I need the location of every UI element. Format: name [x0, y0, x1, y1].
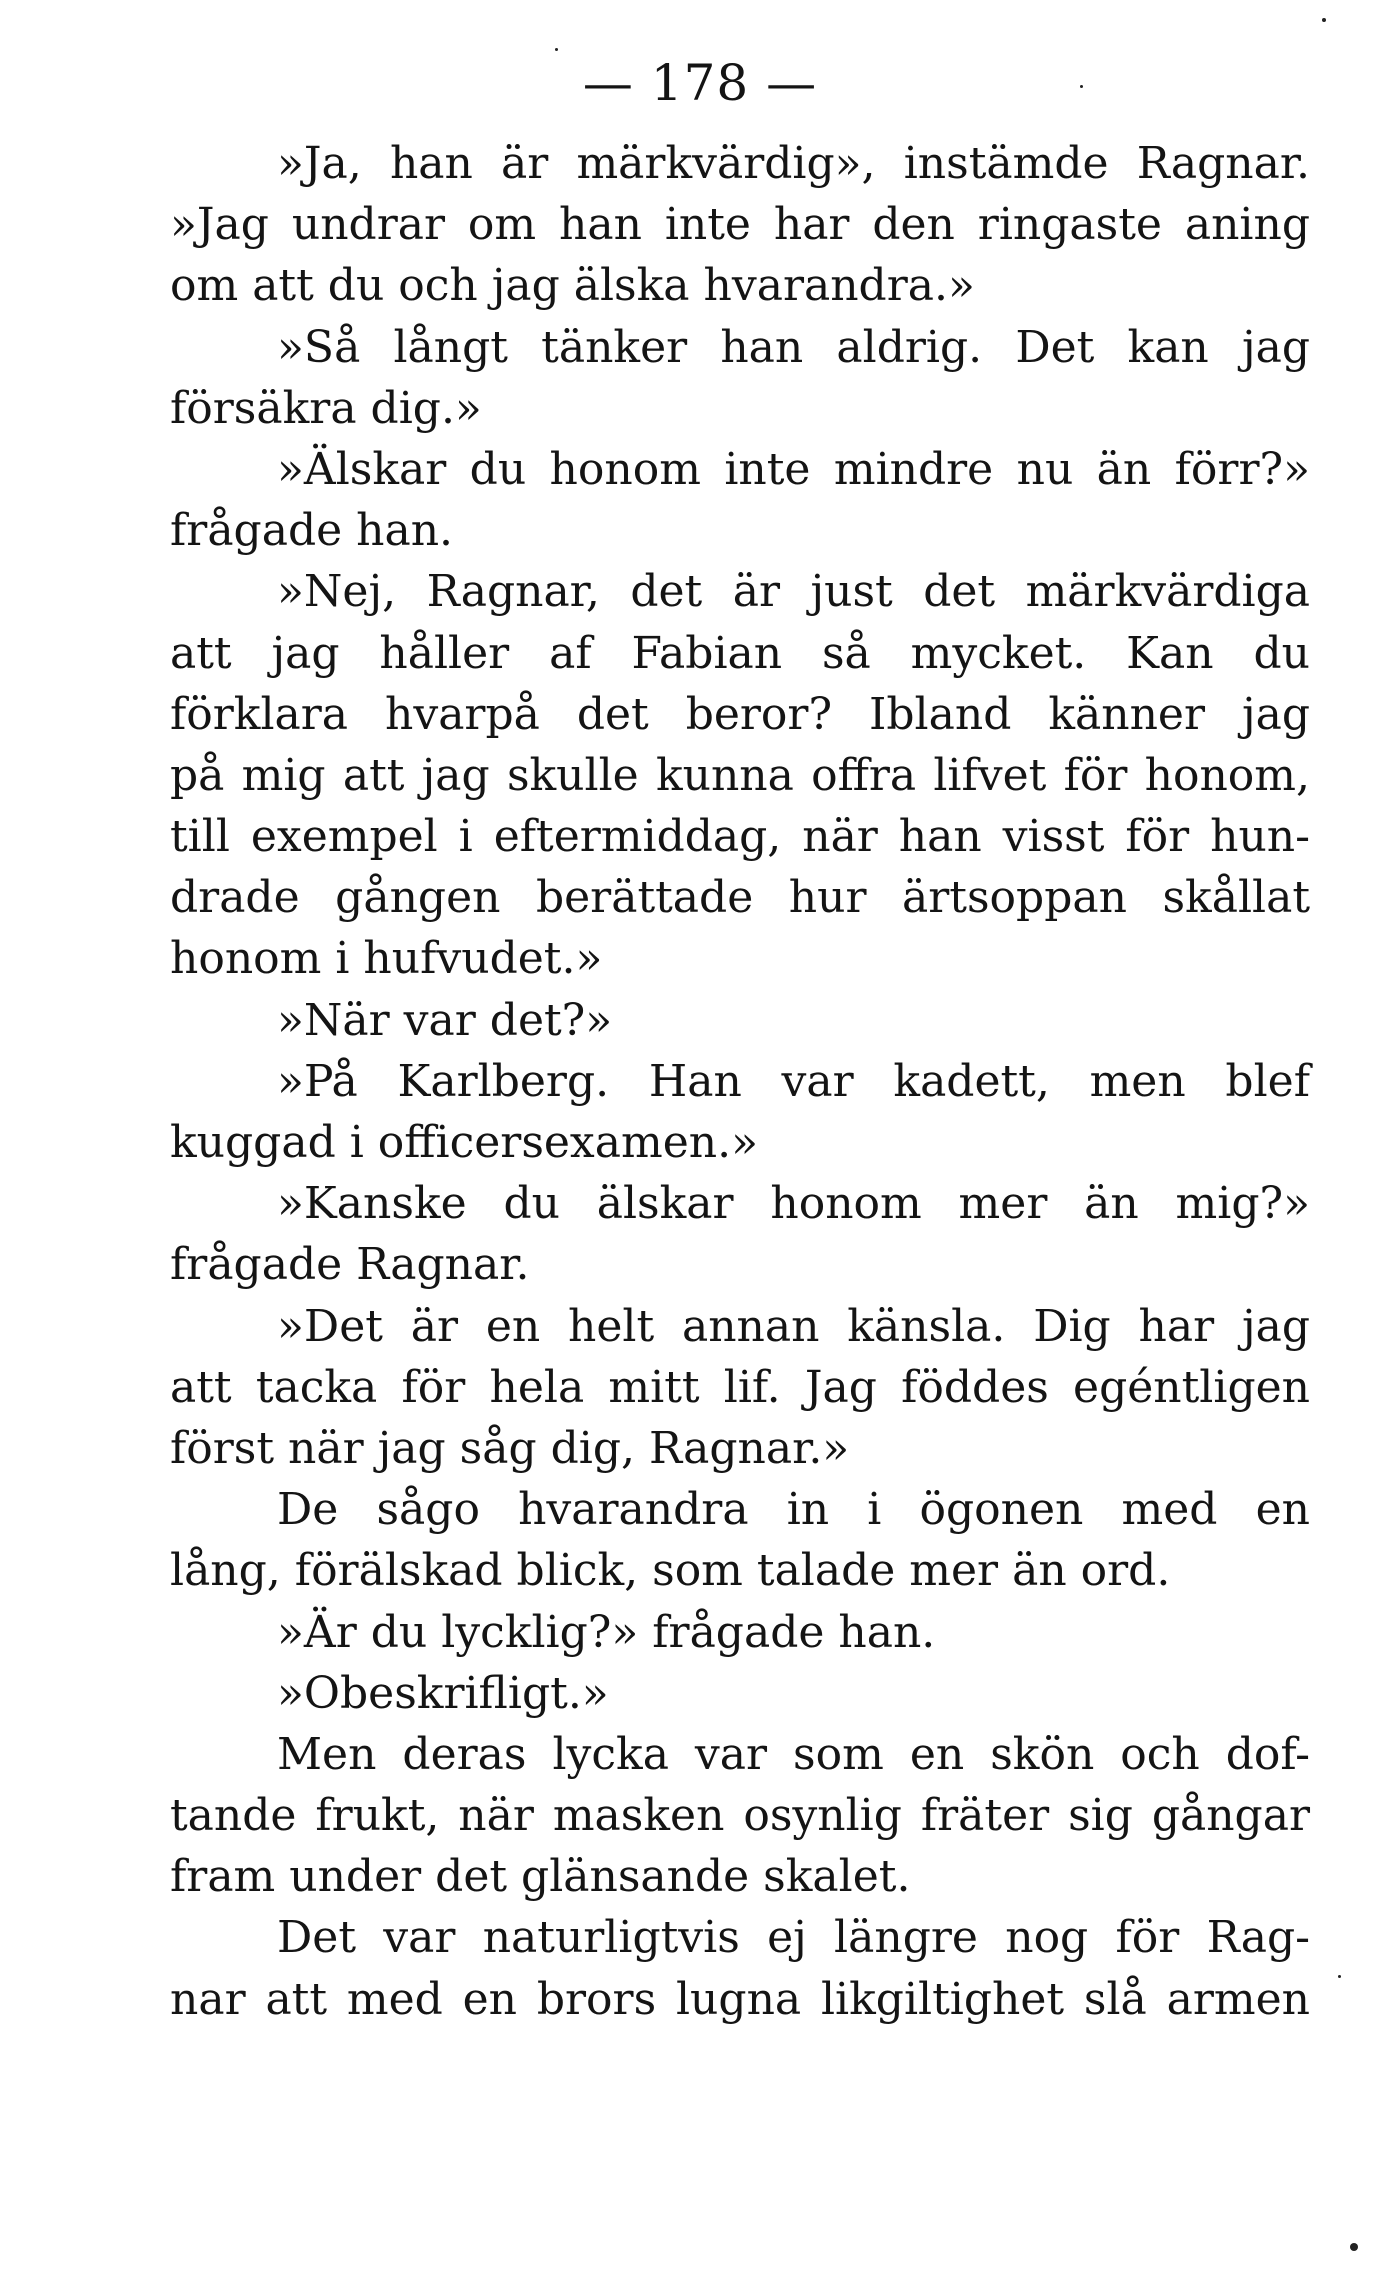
text-line: »Så långt tänker han aldrig. Det kan jag — [277, 321, 1310, 373]
text-line: att tacka för hela mitt lif. Jag föddes egéntligen — [170, 1361, 1310, 1413]
page-number: — 178 — — [582, 54, 818, 112]
scan-speck — [1338, 1975, 1341, 1978]
text-line: »När var det?» — [277, 994, 613, 1046]
text-line: tande frukt, när masken osynlig fräter sig gångar — [170, 1790, 1310, 1842]
text-line: nar att med en brors lugna likgiltighet slå armen — [170, 1973, 1310, 2025]
text-line: att jag håller af Fabian så mycket. Kan du — [170, 627, 1310, 679]
body-text — [170, 133, 1310, 2030]
text-line: Men deras lycka var som en skön och dof- — [277, 1728, 1310, 1780]
text-line: lång, förälskad blick, som talade mer än ord. — [170, 1545, 1171, 1597]
text-line: honom i hufvudet.» — [170, 933, 603, 985]
text-line: kuggad i officersexamen.» — [170, 1117, 758, 1168]
text-line: »Älskar du honom inte mindre nu än förr?» — [277, 443, 1310, 495]
text-line: »Jag undrar om han inte har den ringaste aning — [170, 199, 1310, 251]
text-line: De sågo hvarandra in i ögonen med en — [277, 1484, 1310, 1536]
text-line: »Nej, Ragnar, det är just det märkvärdiga — [277, 566, 1310, 618]
text-line: »Kanske du älskar honom mer än mig?» — [277, 1178, 1310, 1230]
text-line: frågade han. — [170, 505, 454, 557]
scan-speck — [1080, 85, 1083, 88]
text-line: drade gången berättade hur ärtsoppan skållat — [170, 872, 1310, 924]
text-line: »Ja, han är märkvärdig», instämde Ragnar. — [277, 138, 1310, 189]
text-line: fram under det glänsande skalet. — [170, 1851, 911, 1903]
text-line: först när jag såg dig, Ragnar.» — [170, 1422, 850, 1474]
scan-speck — [1350, 2243, 1358, 2251]
text-line: »Obeskrifligt.» — [277, 1667, 609, 1719]
text-line: »Det är en helt annan känsla. Dig har jag — [277, 1300, 1310, 1352]
text-line: på mig att jag skulle kunna offra lifvet för honom, — [170, 749, 1310, 801]
text-line: frågade Ragnar. — [170, 1239, 530, 1291]
text-line: förklara hvarpå det beror? Ibland känner jag — [170, 688, 1310, 740]
text-line: försäkra dig.» — [170, 382, 482, 434]
text-line: till exempel i eftermiddag, när han visst för hun- — [170, 811, 1310, 863]
text-line: »Är du lycklig?» frågade han. — [277, 1606, 936, 1658]
text-line: »På Karlberg. Han var kadett, men blef — [277, 1055, 1310, 1107]
text-line: Det var naturligtvis ej längre nog för Rag- — [277, 1912, 1310, 1964]
text-line: om att du och jag älska hvarandra.» — [170, 260, 975, 312]
scan-speck — [555, 48, 558, 51]
scan-speck — [1322, 18, 1326, 22]
